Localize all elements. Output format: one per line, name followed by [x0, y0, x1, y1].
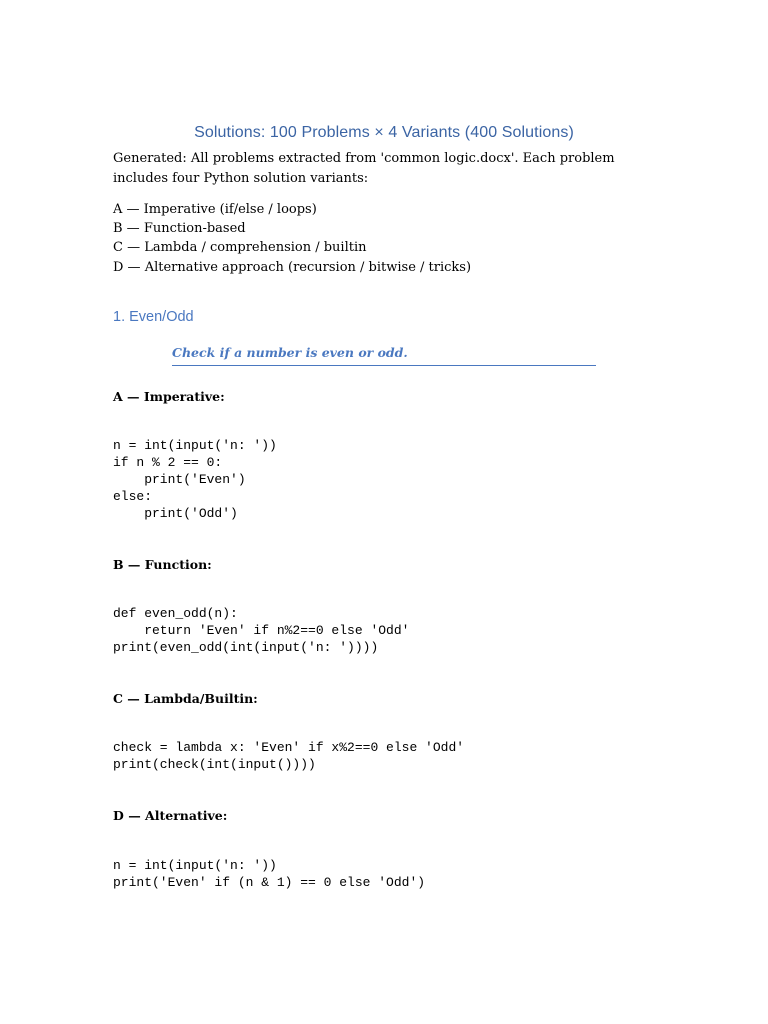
code-block-d: n = int(input('n: ')) print('Even' if (n & 1) == 0 else 'Odd') [113, 858, 426, 890]
document-title: Solutions: 100 Problems × 4 Variants (400 Solutions) [194, 124, 574, 141]
variant-item-c: C — Lambda / comprehension / builtin [113, 240, 367, 256]
code-block-b: def even_odd(n): return 'Even' if n%2==0 else 'Odd' print(even_odd(int(input('n: ')))) [113, 606, 410, 655]
variant-item-b: B — Function-based [113, 221, 246, 237]
variant-item-d: D — Alternative approach (recursion / bitwise / tricks) [113, 259, 472, 275]
problem-heading: 1. Even/Odd [113, 309, 194, 325]
solution-label-a: A — Imperative: [113, 389, 225, 404]
code-block-a: n = int(input('n: ')) if n % 2 == 0: print('Even') else: print('Odd') [113, 438, 277, 521]
variant-list [113, 200, 471, 277]
solution-label-b: B — Function: [113, 557, 212, 572]
problem-subtitle: Check if a number is even or odd. [172, 345, 596, 366]
code-block-c: check = lambda x: 'Even' if x%2==0 else 'Odd' print(check(int(input()))) [113, 740, 465, 772]
solution-label-d: D — Alternative: [113, 808, 228, 823]
solution-label-c: C — Lambda/Builtin: [113, 691, 258, 706]
intro-paragraph: Generated: All problems extracted from 'common logic.docx'. Each problem includes four Python solution variants: [113, 151, 615, 186]
variant-item-a: A — Imperative (if/else / loops) [113, 202, 317, 217]
